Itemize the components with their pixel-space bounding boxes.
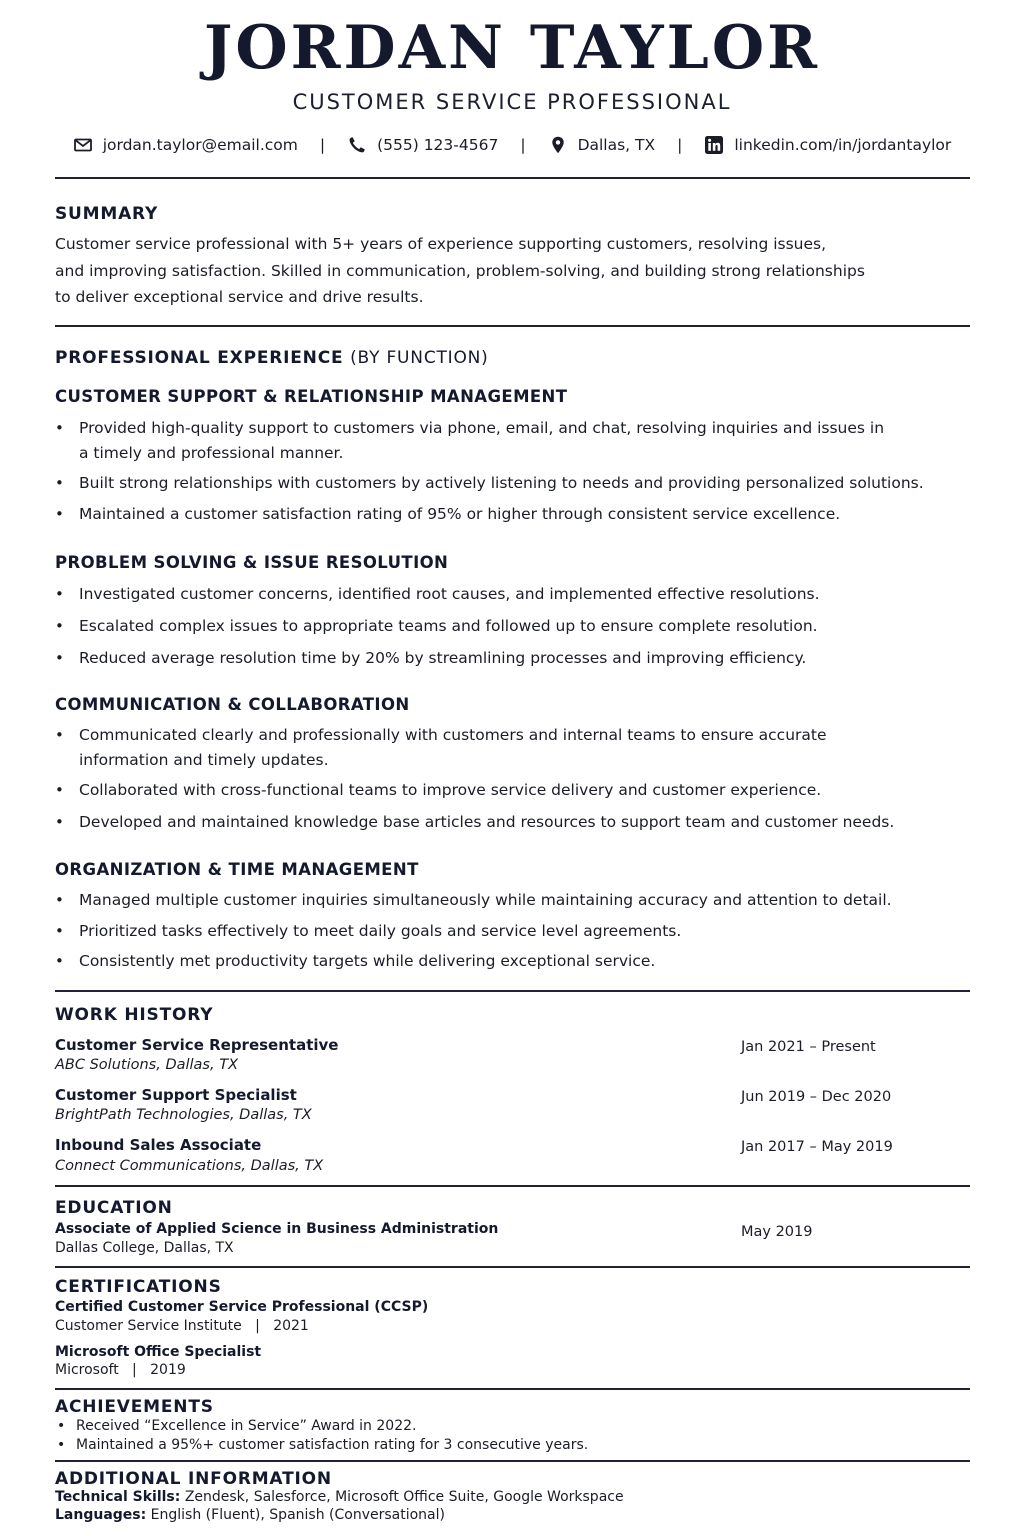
achievement-item: • Received “Excellence in Service” Award in 2022. bbox=[55, 1417, 955, 1436]
section-divider bbox=[55, 1266, 970, 1268]
section-divider bbox=[55, 1185, 970, 1187]
linkedin-icon bbox=[704, 135, 724, 155]
section-divider bbox=[55, 1388, 970, 1390]
envelope-icon bbox=[73, 135, 93, 155]
certification-name: Certified Customer Service Professional (CCSP) bbox=[55, 1299, 429, 1315]
contact-separator: | bbox=[677, 136, 683, 154]
certification-issuer: Customer Service Institute | 2021 bbox=[55, 1318, 309, 1334]
job-dates: Jan 2017 – May 2019 bbox=[741, 1139, 893, 1155]
bullet-item: • Consistently met productivity targets while delivering exceptional service. bbox=[55, 949, 955, 974]
function-heading: ORGANIZATION & TIME MANAGEMENT bbox=[55, 860, 419, 879]
location-pin-icon bbox=[548, 135, 568, 155]
function-bullet-list bbox=[55, 888, 955, 974]
section-divider bbox=[55, 325, 970, 327]
summary-line: and improving satisfaction. Skilled in communication, problem-solving, and building strong relationships bbox=[55, 261, 865, 280]
education-degree: Associate of Applied Science in Business Administration bbox=[55, 1221, 499, 1237]
function-heading: PROBLEM SOLVING & ISSUE RESOLUTION bbox=[55, 553, 449, 572]
additional-info-heading: ADDITIONAL INFORMATION bbox=[55, 1469, 332, 1489]
contact-email[interactable] bbox=[73, 135, 298, 155]
bullet-item: • Communicated clearly and professionally with customers and internal teams to ensure accurate information and timely updates. bbox=[55, 723, 835, 772]
bullet-item: • Developed and maintained knowledge base articles and resources to support team and customer needs. bbox=[55, 810, 955, 835]
experience-heading-suffix: (BY FUNCTION) bbox=[350, 348, 489, 368]
experience-heading bbox=[55, 347, 489, 369]
bullet-item: • Reduced average resolution time by 20% by streamlining processes and improving efficiency. bbox=[55, 646, 955, 671]
technical-skills-value: Zendesk, Salesforce, Microsoft Office Suite, Google Workspace bbox=[184, 1489, 624, 1505]
candidate-title: CUSTOMER SERVICE PROFESSIONAL bbox=[292, 90, 732, 114]
phone-icon bbox=[347, 135, 367, 155]
section-divider bbox=[55, 990, 970, 992]
function-bullet-list bbox=[55, 416, 955, 526]
email-text: jordan.taylor@email.com bbox=[102, 136, 298, 154]
technical-skills-label: Technical Skills: bbox=[55, 1489, 181, 1505]
summary-text bbox=[55, 231, 865, 311]
summary-heading: SUMMARY bbox=[55, 204, 159, 224]
bullet-item: • Managed multiple customer inquiries simultaneously while maintaining accuracy and attention to detail. bbox=[55, 888, 955, 913]
contact-location bbox=[548, 135, 656, 155]
certifications-heading: CERTIFICATIONS bbox=[55, 1277, 222, 1297]
bullet-item: • Escalated complex issues to appropriate teams and followed up to ensure complete resolution. bbox=[55, 614, 955, 639]
function-heading: COMMUNICATION & COLLABORATION bbox=[55, 695, 410, 714]
contact-linkedin[interactable] bbox=[704, 135, 951, 155]
job-title: Customer Support Specialist bbox=[55, 1086, 297, 1104]
bullet-item: • Investigated customer concerns, identified root causes, and implemented effective resolutions. bbox=[55, 582, 955, 607]
certification-name: Microsoft Office Specialist bbox=[55, 1344, 262, 1360]
location-text: Dallas, TX bbox=[577, 136, 656, 154]
languages bbox=[55, 1506, 445, 1525]
function-bullet-list bbox=[55, 723, 955, 834]
education-heading: EDUCATION bbox=[55, 1198, 173, 1218]
work-history-heading: WORK HISTORY bbox=[55, 1005, 214, 1025]
contact-bar bbox=[0, 132, 1024, 158]
candidate-name: JORDAN TAYLOR bbox=[204, 13, 820, 83]
bullet-item: • Prioritized tasks effectively to meet daily goals and service level agreements. bbox=[55, 919, 955, 944]
job-employer: Connect Communications, Dallas, TX bbox=[55, 1158, 324, 1174]
phone-text: (555) 123-4567 bbox=[377, 136, 499, 154]
contact-separator: | bbox=[520, 136, 526, 154]
job-dates: Jan 2021 – Present bbox=[741, 1039, 876, 1055]
technical-skills bbox=[55, 1488, 624, 1507]
section-divider bbox=[55, 177, 970, 179]
bullet-item: • Collaborated with cross-functional teams to improve service delivery and customer experience. bbox=[55, 778, 955, 803]
achievements-heading: ACHIEVEMENTS bbox=[55, 1397, 214, 1417]
contact-phone[interactable] bbox=[347, 135, 498, 155]
contact-separator: | bbox=[319, 136, 326, 154]
function-bullet-list bbox=[55, 582, 955, 671]
languages-label: Languages: bbox=[55, 1507, 147, 1523]
bullet-item: • Maintained a customer satisfaction rating of 95% or higher through consistent service excellence. bbox=[55, 502, 955, 527]
certification-issuer: Microsoft | 2019 bbox=[55, 1362, 186, 1378]
experience-heading-main: PROFESSIONAL EXPERIENCE bbox=[55, 348, 344, 368]
education-school: Dallas College, Dallas, TX bbox=[55, 1240, 234, 1256]
section-divider bbox=[55, 1460, 970, 1462]
job-title: Customer Service Representative bbox=[55, 1036, 339, 1054]
function-heading: CUSTOMER SUPPORT & RELATIONSHIP MANAGEMENT bbox=[55, 387, 568, 406]
achievements-list bbox=[55, 1417, 955, 1455]
linkedin-text: linkedin.com/in/jordantaylor bbox=[734, 136, 952, 154]
job-dates: Jun 2019 – Dec 2020 bbox=[741, 1089, 892, 1105]
job-employer: BrightPath Technologies, Dallas, TX bbox=[55, 1107, 312, 1123]
bullet-item: • Provided high-quality support to customers via phone, email, and chat, resolving inquiries and issues in a timely and professional manner. bbox=[55, 416, 895, 465]
achievement-item: • Maintained a 95%+ customer satisfaction rating for 3 consecutive years. bbox=[55, 1436, 955, 1455]
languages-value: English (Fluent), Spanish (Conversational) bbox=[150, 1507, 445, 1523]
summary-line: to deliver exceptional service and drive results. bbox=[55, 288, 424, 306]
job-employer: ABC Solutions, Dallas, TX bbox=[55, 1057, 238, 1073]
job-title: Inbound Sales Associate bbox=[55, 1136, 262, 1154]
bullet-item: • Built strong relationships with customers by actively listening to needs and providing personalized solutions. bbox=[55, 471, 955, 496]
summary-line: Customer service professional with 5+ years of experience supporting customers, resolving issues, bbox=[55, 235, 827, 253]
education-date: May 2019 bbox=[741, 1224, 813, 1240]
